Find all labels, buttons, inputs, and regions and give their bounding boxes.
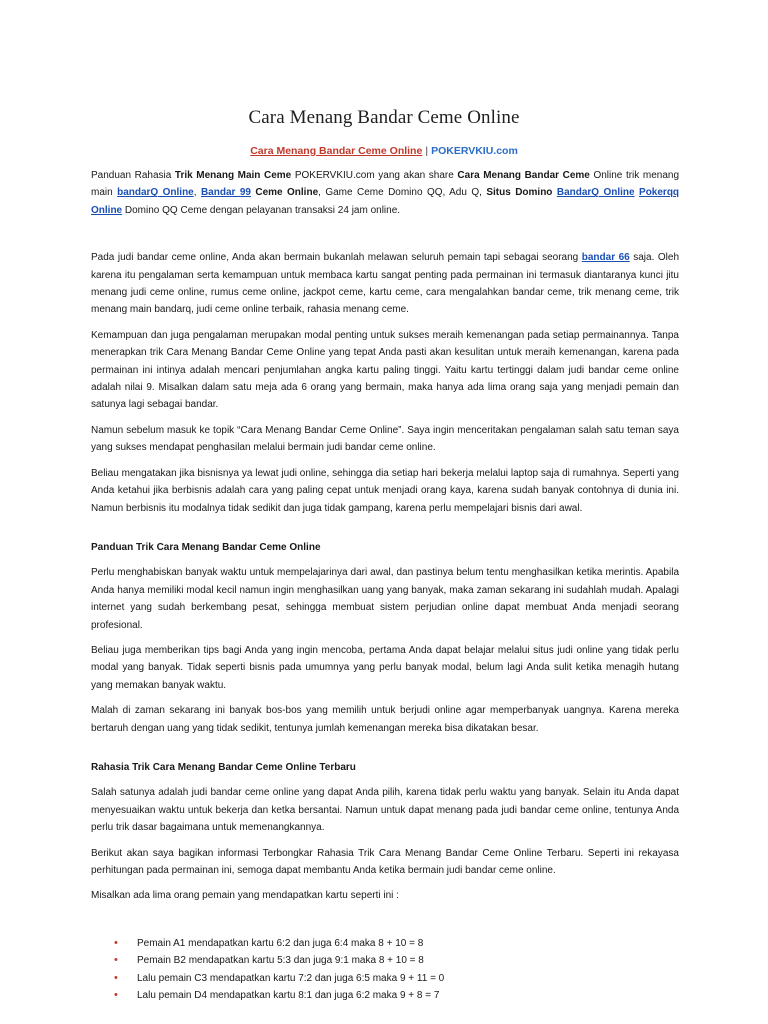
link-pokerqq-online[interactable]: Pokerqq Online — [91, 187, 680, 216]
paragraph-5: Perlu menghabiskan banyak waktu untuk mempelajarinya dari awal, dan pastinya belum tentu menghasilkan ketika merintis. Apabila Anda hanya memiliki modal kecil namun ingin menghasilkan uang yang banyak, maka zaman sekarang ini sudahlah mudah. Apalagi internet yang sudah berkembang pesat, sehingga membuat sistem perjudian online dapat membuat Anda menjadi seorang profesional. — [91, 567, 679, 631]
link-bandarq-online-2[interactable]: BandarQ Online — [556, 187, 635, 199]
section-heading-1: Panduan Trik Cara Menang Bandar Ceme Online — [91, 541, 321, 553]
paragraph-1: Pada judi bandar ceme online, Anda akan bermain bukanlah melawan seluruh pemain tapi sebagai seorang bandar 66 saja. Oleh karena itu pengalaman serta kemampuan untuk membaca kartu sangat penting pada permainan ini termasuk diantaranya kunci jitu menang judi ceme online, rumus ceme online, jackpot ceme, kartu ceme, cara mengalahkan bandar ceme, trik menang ceme, trik menang main bandarq, judi ceme online terbaik, rahasia menang ceme. — [91, 252, 680, 316]
document-title: Cara Menang Bandar Ceme Online — [248, 107, 520, 128]
subtitle-site[interactable]: POKERVKIU.com — [431, 145, 518, 157]
link-bandarq-online[interactable]: bandarQ Online — [117, 187, 194, 199]
bullet-icon: • — [114, 954, 118, 967]
link-bandar-99[interactable]: Bandar 99 — [200, 187, 251, 199]
bullet-icon: • — [114, 989, 118, 1002]
paragraph-8: Salah satunya adalah judi bandar ceme online yang dapat Anda pilih, karena tidak perlu waktu yang banyak. Selain itu Anda dapat menyesuaikan waktu untuk bekerja dan ketka bersantai. Namun untuk dapat menang pada judi bandar ceme online, tentunya Anda perlu trik dasar bagaimana untuk memenangkannya. — [91, 787, 679, 834]
paragraph-9: Berikut akan saya bagikan informasi Terbongkar Rahasia Trik Cara Menang Bandar Ceme Online Terbaru. Seperti ini rekayasa perhitungan pada permainan ini, semoga dapat membantu Anda ketika bermain judi bandar ceme online. — [91, 847, 679, 876]
document-body — [91, 167, 679, 1004]
bullet-icon: • — [114, 936, 118, 949]
bullet-icon: • — [114, 971, 118, 984]
paragraph-6: Beliau juga memberikan tips bagi Anda yang ingin mencoba, pertama Anda dapat belajar melalui situs judi online yang tidak perlu modal yang banyak. Tidak seperti bisnis pada umumnya yang perlu banyak modal, belum lagi Anda sulit ketika menagih hutang yang memakan banyak waktu. — [91, 644, 679, 691]
link-bandar-66[interactable]: bandar 66 — [581, 252, 630, 264]
paragraph-7: Malah di zaman sekarang ini banyak bos-bos yang memilih untuk berjudi online agar memperbanyak uangnya. Karena mereka bertaruh dengan uang yang tidak sedikit, tentunya jumlah kemenangan mereka bisa dikatakan besar. — [91, 705, 679, 734]
subtitle-separator: | — [425, 145, 429, 157]
list-item: • Pemain A1 mendapatkan kartu 6:2 dan juga 6:4 maka 8 + 10 = 8 — [91, 935, 679, 952]
list-item: • Lalu pemain C3 mendapatkan kartu 7:2 dan juga 6:5 maka 9 + 11 = 0 — [91, 970, 679, 987]
intro-paragraph: Panduan Rahasia Trik Menang Main Ceme POKERVKIU.com yang akan share Cara Menang Bandar Ceme Online trik menang main bandarQ Online, Bandar 99 Ceme Online, Game Ceme Domino QQ, Adu Q, Situs Domino BandarQ Online Pokerqq Online Domino QQ Ceme dengan pelayanan transaksi 24 jam online. — [91, 170, 680, 216]
subtitle-line — [0, 145, 768, 157]
list-item: • Pemain B2 mendapatkan kartu 5:3 dan juga 9:1 maka 8 + 10 = 8 — [91, 952, 679, 969]
paragraph-2: Kemampuan dan juga pengalaman merupakan modal penting untuk sukses meraih kemenangan pada setiap permainannya. Tanpa menerapkan trik Cara Menang Bandar Ceme Online yang tepat Anda pasti akan kesulitan untuk meraih kemenangan, karena pada permainan ini intinya adalah mencari penjumlahan angka kartu paling tinggi. Yaitu kartu tertinggi dalam judi bandar ceme online adalah nilai 9. Misalkan dalam satu meja ada 6 orang yang bermain, maka hanya ada lima orang saja yang menjadi pemain dan satunya lagi sebagai bandar. — [91, 329, 679, 411]
card-example-list — [91, 935, 679, 1005]
section-heading-2: Rahasia Trik Cara Menang Bandar Ceme Online Terbaru — [91, 761, 356, 773]
paragraph-4: Beliau mengatakan jika bisnisnya ya lewat judi online, sehingga dia setiap hari bekerja melalui laptop saja di rumahnya. Seperti yang Anda ketahui jika berbisnis adalah cara yang paling cepat untuk menjadi orang kaya, karena sudah banyak contohnya di dunia ini. Namun berbisnis itu modalnya tidak sedikit dan juga tidak gampang, karena perlu mempelajari bisnis dari awal. — [91, 467, 679, 514]
subtitle-link[interactable]: Cara Menang Bandar Ceme Online — [250, 145, 423, 157]
paragraph-3: Namun sebelum masuk ke topik “Cara Menang Bandar Ceme Online”. Saya ingin menceritakan pengalaman salah satu teman saya yang sukses mendapat penghasilan melalui bermain judi bandar ceme online. — [91, 424, 679, 454]
list-item: • Lalu pemain D4 mendapatkan kartu 8:1 dan juga 6:2 maka 9 + 8 = 7 — [91, 987, 679, 1004]
paragraph-10: Misalkan ada lima orang pemain yang mendapatkan kartu seperti ini : — [91, 890, 399, 902]
